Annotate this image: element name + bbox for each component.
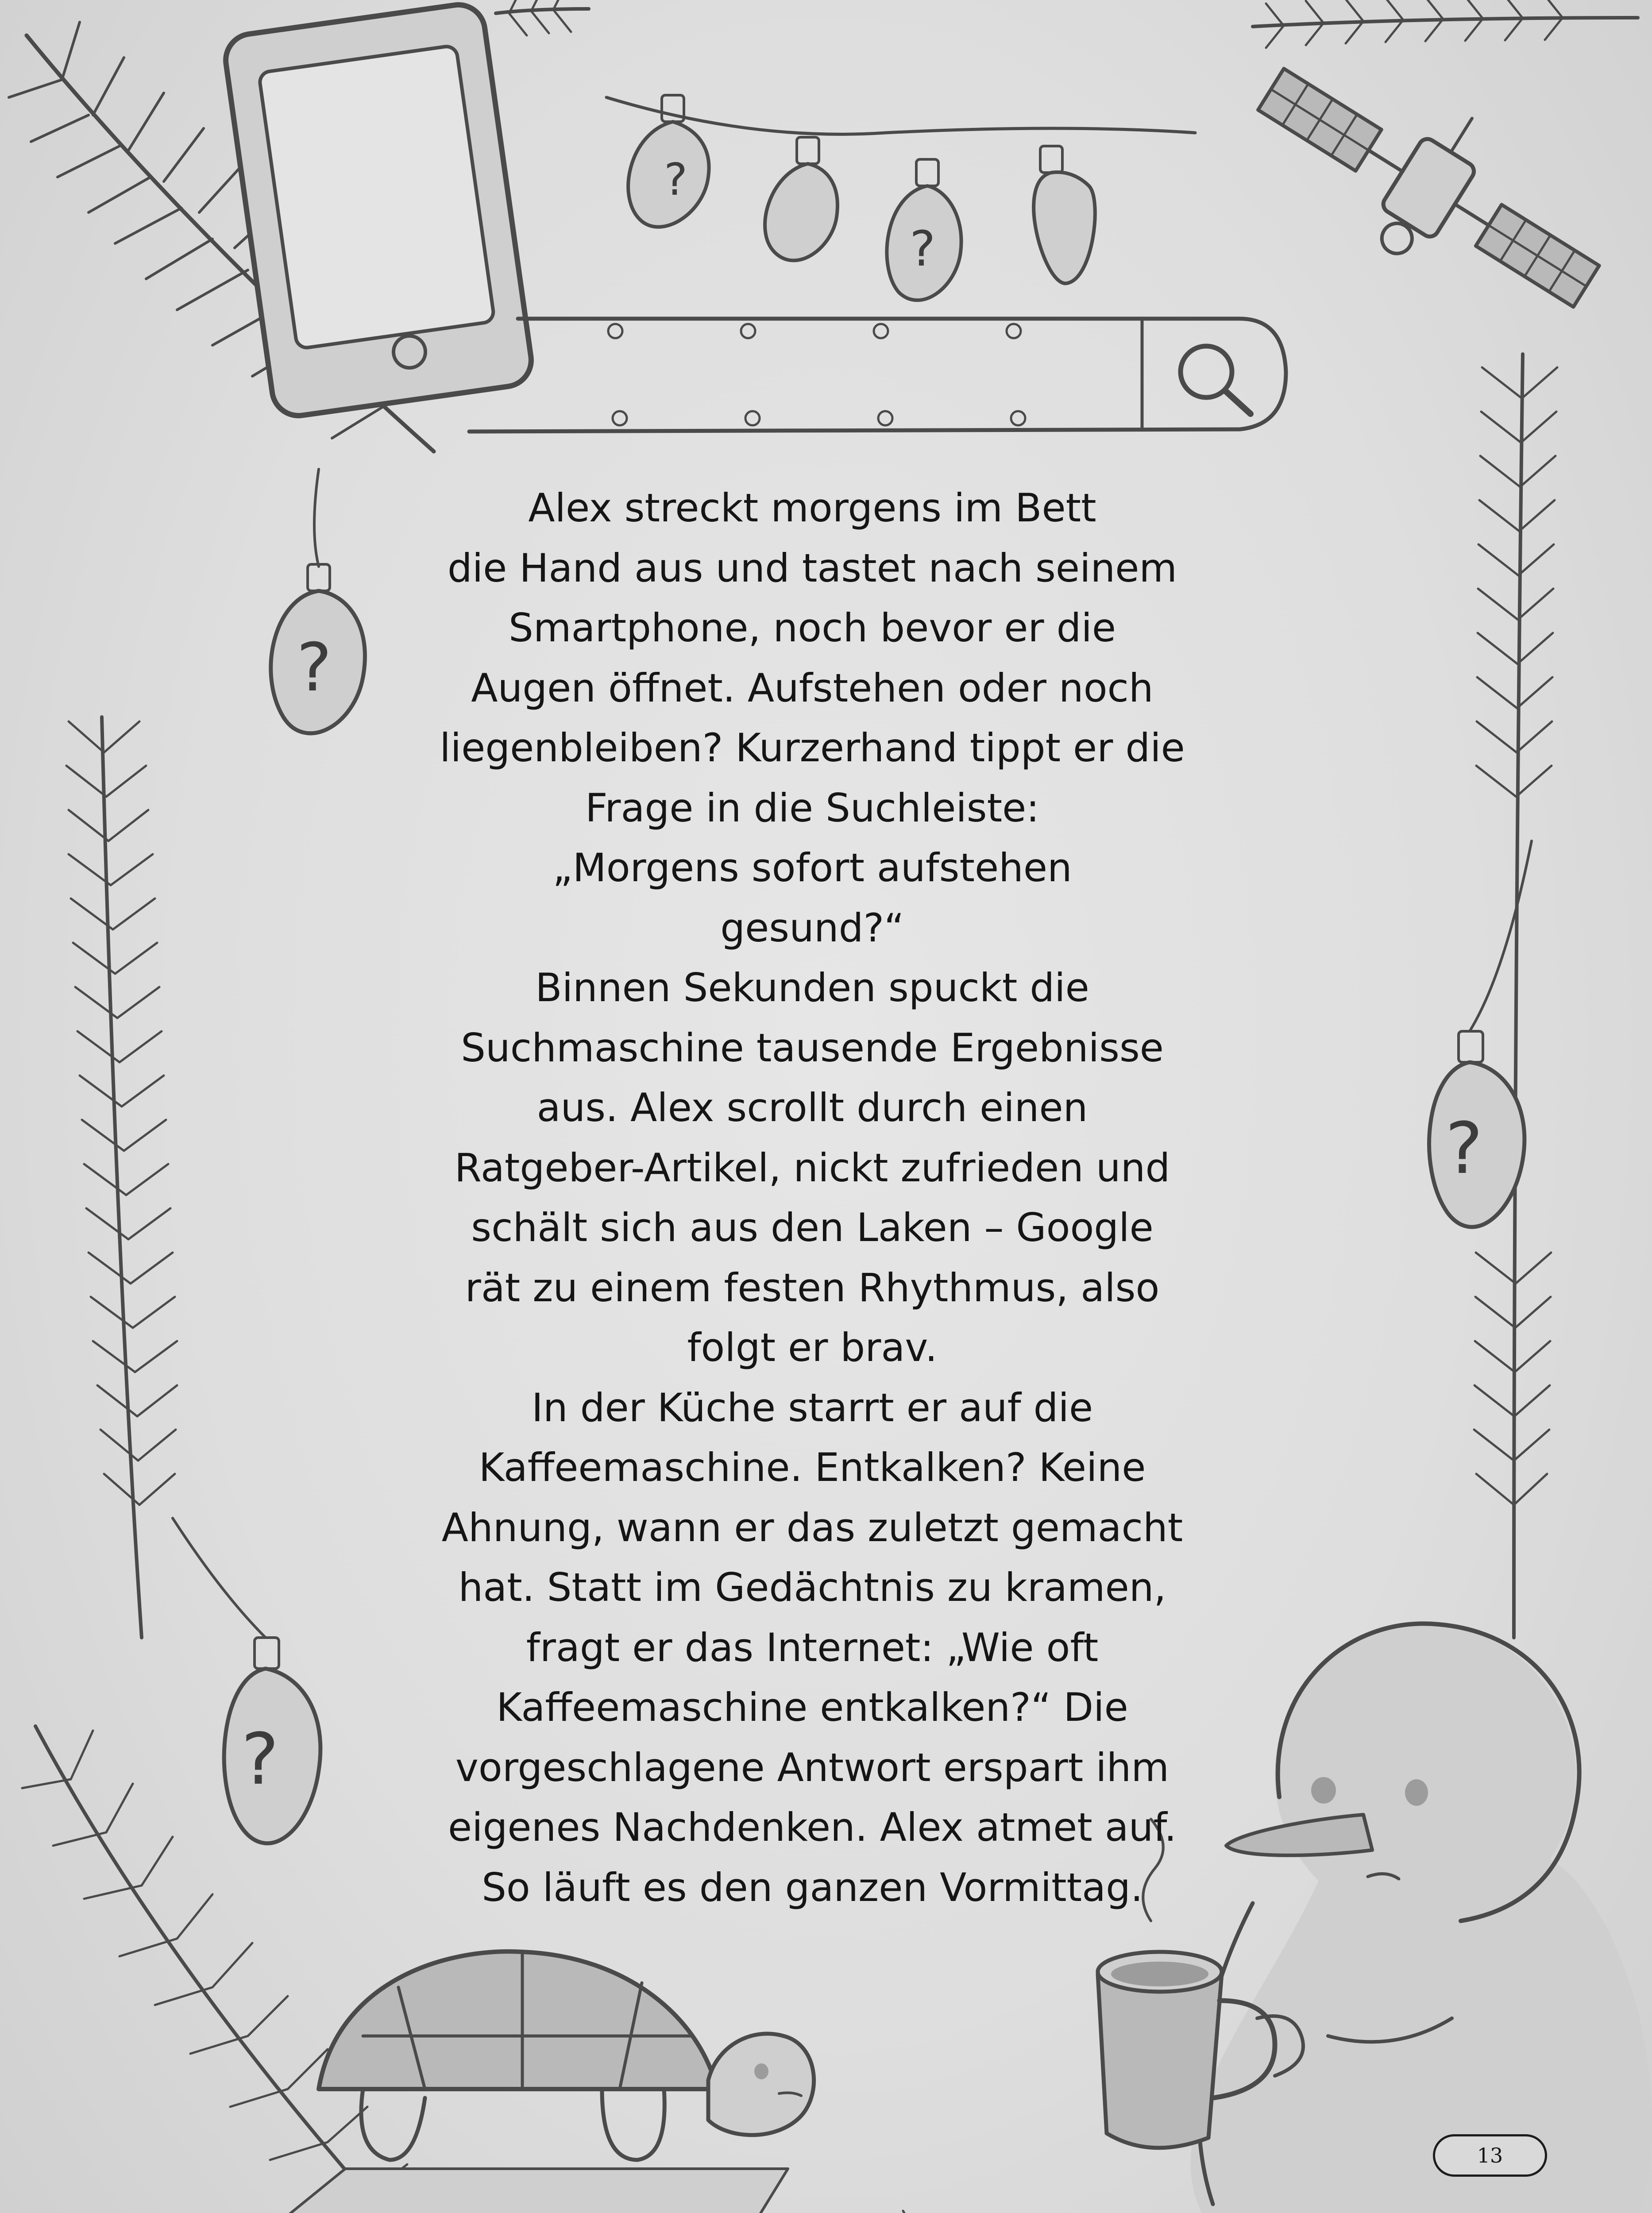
search-icon — [1181, 346, 1251, 414]
svg-text:?: ? — [910, 220, 936, 277]
question-bulb-icon — [1034, 146, 1095, 283]
story-line: folgt er brav. — [687, 1325, 938, 1370]
story-line: vorgeschlagene Antwort erspart ihm — [455, 1744, 1170, 1790]
story-line: Kaffeemaschine. Entkalken? Keine — [479, 1445, 1146, 1490]
snowman-icon — [1191, 1623, 1652, 2213]
turtle-icon — [274, 1951, 814, 2213]
story-line: aus. Alex scrollt durch einen — [537, 1085, 1088, 1130]
story-line: die Hand aus und tastet nach seinem — [447, 545, 1177, 591]
story-line: Smartphone, noch bevor er die — [508, 605, 1116, 651]
story-line: eigenes Nachdenken. Alex atmet auf. — [448, 1804, 1177, 1850]
question-bulb-icon — [271, 469, 365, 733]
svg-text:?: ? — [241, 1718, 279, 1800]
fir-branch-icon — [496, 0, 589, 35]
story-line: hat. Statt im Gedächtnis zu kramen, — [458, 1565, 1166, 1610]
story-line: rät zu einem festen Rhythmus, also — [465, 1265, 1160, 1311]
garland — [606, 97, 1195, 134]
svg-text:?: ? — [664, 154, 688, 205]
story-text — [381, 478, 1244, 1917]
story-line: Ratgeber-Artikel, nickt zufrieden und — [454, 1145, 1170, 1191]
story-line: Alex streckt morgens im Bett — [528, 485, 1096, 531]
page-number: 13 — [1477, 2144, 1503, 2167]
story-line: gesund?“ — [720, 905, 904, 951]
smartphone-icon — [222, 1, 534, 419]
page-number-badge — [1433, 2134, 1547, 2177]
story-line: Binnen Sekunden spuckt die — [535, 965, 1089, 1010]
svg-text:?: ? — [1445, 1107, 1483, 1190]
fir-branch-icon — [66, 717, 177, 1638]
story-line: liegenbleiben? Kurzerhand tippt er die — [440, 725, 1185, 771]
story-line: Frage in die Suchleiste: — [585, 785, 1039, 831]
svg-text:?: ? — [297, 629, 332, 706]
story-line: Kaffeemaschine entkalken?“ Die — [496, 1685, 1128, 1730]
story-line: So läuft es den ganzen Vormittag. — [482, 1864, 1143, 1910]
story-line: Ahnung, wann er das zuletzt gemacht — [441, 1504, 1183, 1550]
satellite-icon — [1231, 20, 1630, 350]
search-bar-drawing — [469, 319, 1286, 432]
story-line: „Morgens sofort aufstehen — [552, 845, 1072, 891]
fir-branch-icon — [1253, 0, 1638, 48]
story-line: In der Küche starrt er auf die — [531, 1384, 1093, 1430]
question-bulb-icon — [765, 137, 838, 260]
story-line: Augen öffnet. Aufstehen oder noch — [471, 665, 1154, 711]
story-line: fragt er das Internet: „Wie oft — [526, 1624, 1099, 1670]
story-line: Suchmaschine tausende Ergebnisse — [461, 1025, 1164, 1071]
story-line: schält sich aus den Laken – Google — [471, 1205, 1154, 1250]
question-bulb-icon — [887, 159, 961, 300]
question-bulb-icon — [173, 1518, 320, 1843]
